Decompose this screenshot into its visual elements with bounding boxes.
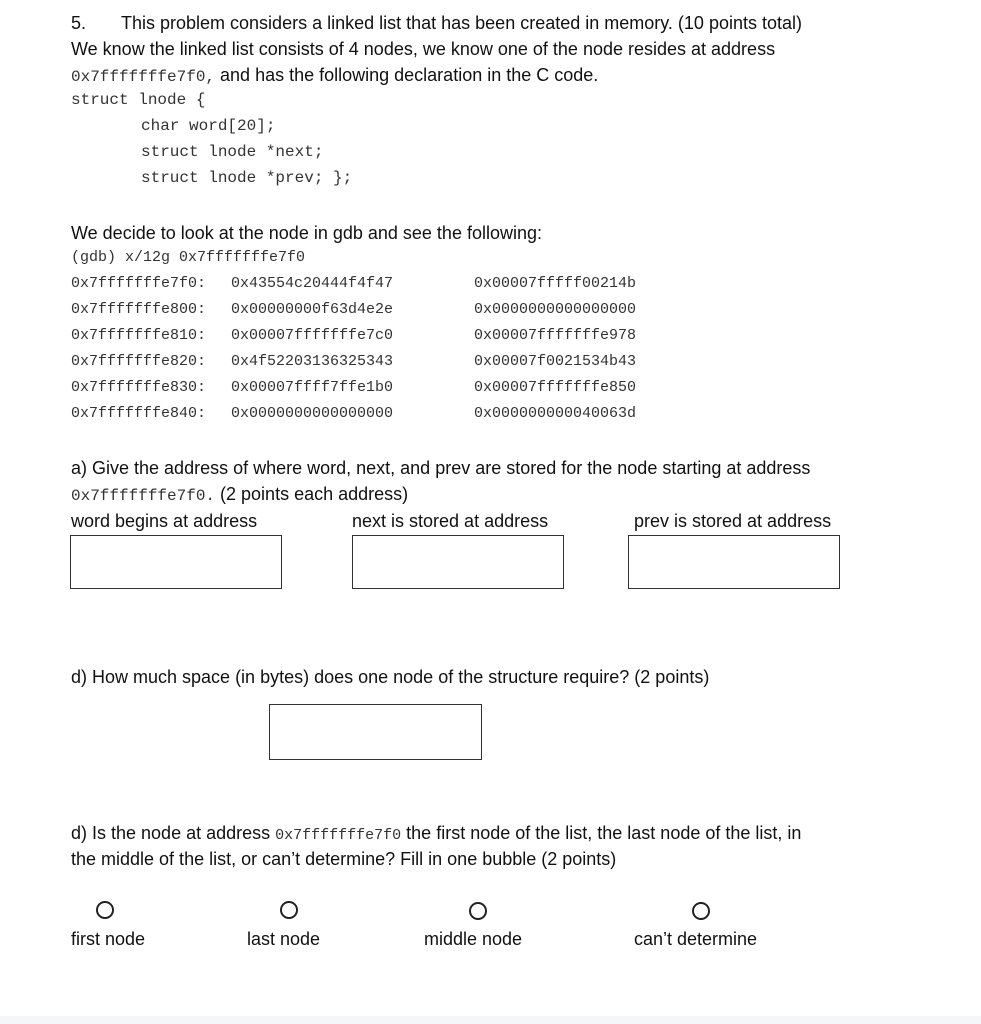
memory-row-value-1: 0x4f52203136325343 bbox=[231, 353, 394, 370]
page-bottom-edge bbox=[0, 1016, 981, 1024]
memory-row-value-2: 0x000000000040063d bbox=[474, 405, 637, 422]
memory-row-addr: 0x7fffffffe840: bbox=[71, 405, 207, 422]
memory-row-addr: 0x7fffffffe820: bbox=[71, 353, 207, 370]
memory-row-addr: 0x7fffffffe810: bbox=[71, 327, 207, 344]
memory-row-value-2: 0x00007f0021534b43 bbox=[474, 353, 637, 370]
first-node-bubble[interactable] bbox=[96, 901, 114, 919]
memory-row-value-1: 0x00007ffff7ffe1b0 bbox=[231, 379, 394, 396]
gdb-command: (gdb) x/12g 0x7fffffffe7f0 bbox=[71, 249, 306, 266]
part-d-size-question: d) How much space (in bytes) does one node of the structure require? (2 points) bbox=[71, 667, 710, 687]
part-a-line-2 bbox=[71, 481, 408, 507]
prev-address-label: prev is stored at address bbox=[634, 511, 832, 531]
memory-row-addr: 0x7fffffffe7f0: bbox=[71, 275, 207, 292]
code-line-word: char word[20]; bbox=[141, 117, 276, 135]
gdb-intro: We decide to look at the node in gdb and see the following: bbox=[71, 223, 542, 243]
part-a-points: (2 points each address) bbox=[215, 484, 409, 504]
first-node-label: first node bbox=[71, 929, 146, 949]
part-d-position-pre: d) Is the node at address bbox=[71, 823, 276, 843]
memory-row-value-1: 0x0000000000000000 bbox=[231, 405, 394, 422]
memory-row-value-1: 0x43554c20444f4f47 bbox=[231, 275, 394, 292]
memory-row-value-1: 0x00000000f63d4e2e bbox=[231, 301, 394, 318]
memory-row-value-2: 0x00007fffff00214b bbox=[474, 275, 637, 292]
code-line-prev: struct lnode *prev; }; bbox=[141, 169, 353, 187]
part-a-address: 0x7fffffffe7f0. bbox=[71, 487, 216, 505]
memory-row-value-1: 0x00007fffffffe7c0 bbox=[231, 327, 394, 344]
question-line-3 bbox=[71, 62, 598, 88]
next-address-answer-box[interactable] bbox=[352, 535, 564, 589]
part-a-line-1: a) Give the address of where word, next, and prev are stored for the node starting at address bbox=[71, 458, 811, 478]
next-address-label: next is stored at address bbox=[352, 511, 549, 531]
cant-determine-label: can’t determine bbox=[634, 929, 758, 949]
last-node-label: last node bbox=[247, 929, 321, 949]
part-d-position-address: 0x7fffffffe7f0 bbox=[275, 827, 402, 844]
node-size-answer-box[interactable] bbox=[269, 704, 482, 760]
prev-address-answer-box[interactable] bbox=[628, 535, 840, 589]
last-node-bubble[interactable] bbox=[280, 901, 298, 919]
middle-node-label: middle node bbox=[424, 929, 523, 949]
code-line-struct: struct lnode { bbox=[71, 91, 206, 109]
memory-row-value-2: 0x00007fffffffe850 bbox=[474, 379, 637, 396]
question-line-1: This problem considers a linked list that has been created in memory. (10 points total) bbox=[121, 13, 802, 33]
cant-determine-bubble[interactable] bbox=[692, 902, 710, 920]
memory-row-addr: 0x7fffffffe830: bbox=[71, 379, 207, 396]
word-address-answer-box[interactable] bbox=[70, 535, 282, 589]
memory-row-value-2: 0x00007fffffffe978 bbox=[474, 327, 637, 344]
memory-row-addr: 0x7fffffffe800: bbox=[71, 301, 207, 318]
word-address-label: word begins at address bbox=[71, 511, 258, 531]
code-line-next: struct lnode *next; bbox=[141, 143, 324, 161]
middle-node-bubble[interactable] bbox=[469, 902, 487, 920]
memory-row-value-2: 0x0000000000000000 bbox=[474, 301, 637, 318]
part-d-position-line-1 bbox=[71, 820, 801, 846]
question-address: 0x7fffffffe7f0, bbox=[71, 68, 216, 86]
question-line-3-text: and has the following declaration in the C code. bbox=[215, 65, 599, 85]
part-d-position-line-2: the middle of the list, or can’t determine? Fill in one bubble (2 points) bbox=[71, 849, 617, 869]
part-d-position-post: the first node of the list, the last node of the list, in bbox=[401, 823, 802, 843]
question-line-2: We know the linked list consists of 4 nodes, we know one of the node resides at address bbox=[71, 39, 776, 59]
question-number: 5. bbox=[71, 13, 87, 33]
